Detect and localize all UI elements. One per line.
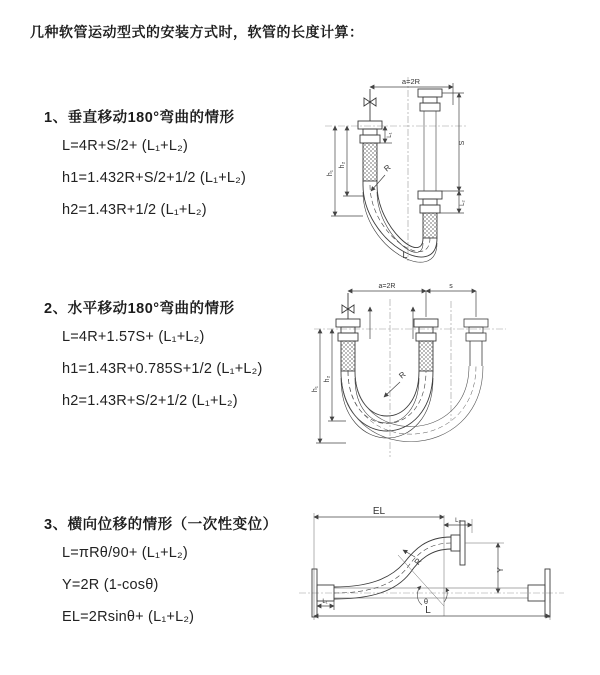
section-2-formula-L: L=4R+1.57S+ (L₁+L₂)	[62, 329, 205, 345]
radius-label: R	[382, 162, 393, 174]
section-2-formula-h2: h2=1.43R+S/2+1/2 (L₁+L₂)	[62, 393, 238, 409]
middle-fitting	[414, 319, 438, 371]
hose-displaced-position	[334, 537, 451, 599]
dim-label-h1: h₁	[327, 169, 334, 177]
section-1-heading: 1、垂直移动180°弯曲的情形	[44, 110, 235, 126]
section-1-formula-h2: h2=1.43R+1/2 (L₁+L₂)	[62, 202, 207, 218]
dim-label-s: S	[459, 140, 466, 146]
u-hose-position1	[341, 371, 433, 438]
section-3-formula-Y: Y=2R (1-cosθ)	[62, 577, 159, 593]
section-1-formula-h1: h1=1.432R+S/2+1/2 (L₁+L₂)	[62, 170, 247, 186]
radius-label: R	[412, 556, 424, 567]
dim-label-l2: L₂	[455, 518, 461, 524]
u-hose-position2	[341, 366, 483, 442]
left-fitting	[358, 121, 382, 181]
section-2-formula-h1: h1=1.43R+0.785S+1/2 (L₁+L₂)	[62, 361, 263, 377]
radius-arrow	[403, 550, 415, 557]
dim-label-l1: L₁	[322, 599, 328, 605]
dim-label-h1: h₁	[312, 385, 319, 393]
page-title: 几种软管运动型式的安装方式时，软管的长度计算：	[30, 24, 364, 40]
dim-label-l: L	[425, 605, 431, 616]
theta-label: θ	[423, 597, 429, 606]
theta-arcs	[417, 586, 447, 605]
lateral-displacement-diagram	[296, 503, 598, 650]
dim-label-el: EL	[372, 506, 386, 517]
centerlines	[314, 299, 506, 457]
dim-label-span: a=2R	[378, 283, 396, 290]
dim-label-span: a=2R	[401, 77, 421, 86]
right-fitting-moved	[464, 319, 488, 366]
stroke-arrows	[370, 307, 413, 339]
dim-label-l1: L₁	[387, 132, 393, 138]
left-fitting	[336, 319, 360, 371]
length-label: L	[402, 250, 408, 260]
dimension-s	[440, 93, 464, 213]
section-3-heading: 3、横向位移的情形（一次性变位）	[44, 517, 278, 533]
section-3-formula-EL: EL=2Rsinθ+ (L₁+L₂)	[62, 609, 195, 625]
dim-label-h2: h₂	[324, 375, 331, 383]
construction-lines	[314, 513, 550, 620]
section-3-formula-L: L=πRθ/90+ (L₁+L₂)	[62, 545, 188, 561]
dimension-h	[331, 126, 363, 216]
vertical-180-bend-diagram	[313, 73, 593, 265]
horizontal-180-bend-diagram	[306, 281, 595, 463]
dimension-a2r	[370, 83, 453, 105]
dimension-a2r	[348, 291, 476, 317]
right-fitting-lower	[418, 191, 442, 238]
dim-label-h2: h₂	[339, 161, 346, 169]
valve-icon	[342, 293, 354, 319]
radius-label: R	[397, 369, 408, 381]
dim-label-y: Y	[496, 567, 505, 573]
right-fitting-upper	[418, 89, 442, 191]
dim-label-l2: L₂	[460, 200, 466, 206]
radius-arrow	[384, 382, 400, 397]
dim-label-s: s	[449, 283, 453, 290]
valve-icon	[364, 89, 376, 121]
displaced-flange	[451, 521, 465, 565]
section-1-formula-L: L=4R+S/2+ (L₁+L₂)	[62, 138, 188, 154]
section-2-heading: 2、水平移动180°弯曲的情形	[44, 301, 235, 317]
